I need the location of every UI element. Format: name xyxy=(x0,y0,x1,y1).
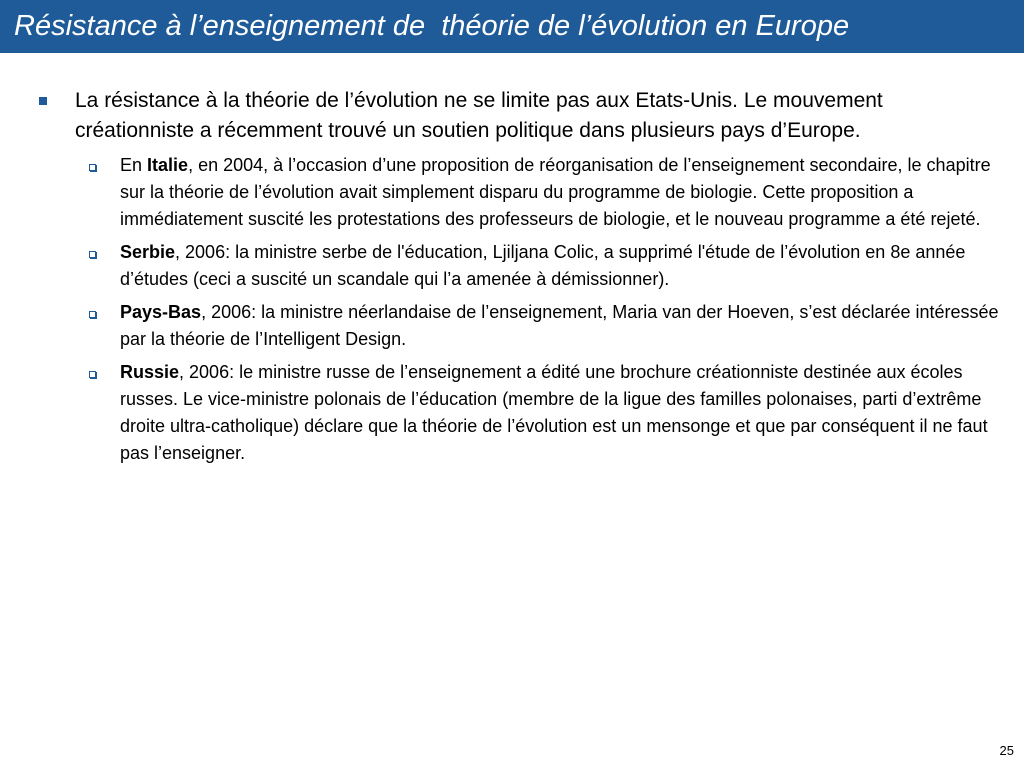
sub-bullet-item-italie xyxy=(34,152,1002,233)
square-bullet-icon xyxy=(39,97,47,105)
country-name: Pays-Bas xyxy=(120,302,202,322)
sub-point-text: , 2006: la ministre serbe de l'éducation, Ljiljana Colic, a supprimé l'étude de l’évolution en 8e année d’études (ceci a suscité un scandale qui l’a amenée à démissionner). xyxy=(120,242,966,289)
main-bullet-item xyxy=(32,86,1002,146)
page-number: 25 xyxy=(999,743,1014,758)
slide-content xyxy=(32,86,1002,473)
hollow-square-bullet-icon xyxy=(89,311,96,318)
sub-bullet-item-serbie xyxy=(34,239,1002,293)
sub-bullet-item-pays-bas xyxy=(34,299,1002,353)
country-name: Serbie xyxy=(120,242,176,262)
title-bar xyxy=(0,0,1024,53)
sub-bullet-item-russie xyxy=(34,359,1002,467)
sub-point-prefix: En xyxy=(120,155,148,175)
country-name: Italie xyxy=(147,155,189,175)
hollow-square-bullet-icon xyxy=(89,164,96,171)
country-name: Russie xyxy=(120,362,180,382)
slide-title: Résistance à l’enseignement de théorie de l’évolution en Europe xyxy=(14,10,850,42)
hollow-square-bullet-icon xyxy=(89,251,96,258)
sub-point-text: , 2006: le ministre russe de l’enseignement a édité une brochure créationniste destinée aux écoles russes. Le vice-ministre polonais de l’éducation (membre de la ligue des familles polonaises, parti d’extrême droite ultra-catholique) déclare que la théorie de l’évolution est un mensonge et que par conséquent il ne faut pas l’enseigner. xyxy=(120,362,988,463)
sub-point-text: , 2006: la ministre néerlandaise de l’enseignement, Maria van der Hoeven, s’est déclarée intéressée par la théorie de l’Intelligent Design. xyxy=(120,302,999,349)
sub-bullet-list xyxy=(34,152,1002,467)
main-point-text: La résistance à la théorie de l’évolution ne se limite pas aux Etats-Unis. Le mouvement créationniste a récemment trouvé un soutien politique dans plusieurs pays d’Europe. xyxy=(75,89,883,142)
hollow-square-bullet-icon xyxy=(89,371,96,378)
sub-point-text: , en 2004, à l’occasion d’une proposition de réorganisation de l’enseignement secondaire, le chapitre sur la théorie de l’évolution avait simplement disparu du programme de biologie. Cette proposition a immédiatement suscité les protestations des professeurs de biologie, et le nouveau programme a été rejeté. xyxy=(120,155,991,229)
